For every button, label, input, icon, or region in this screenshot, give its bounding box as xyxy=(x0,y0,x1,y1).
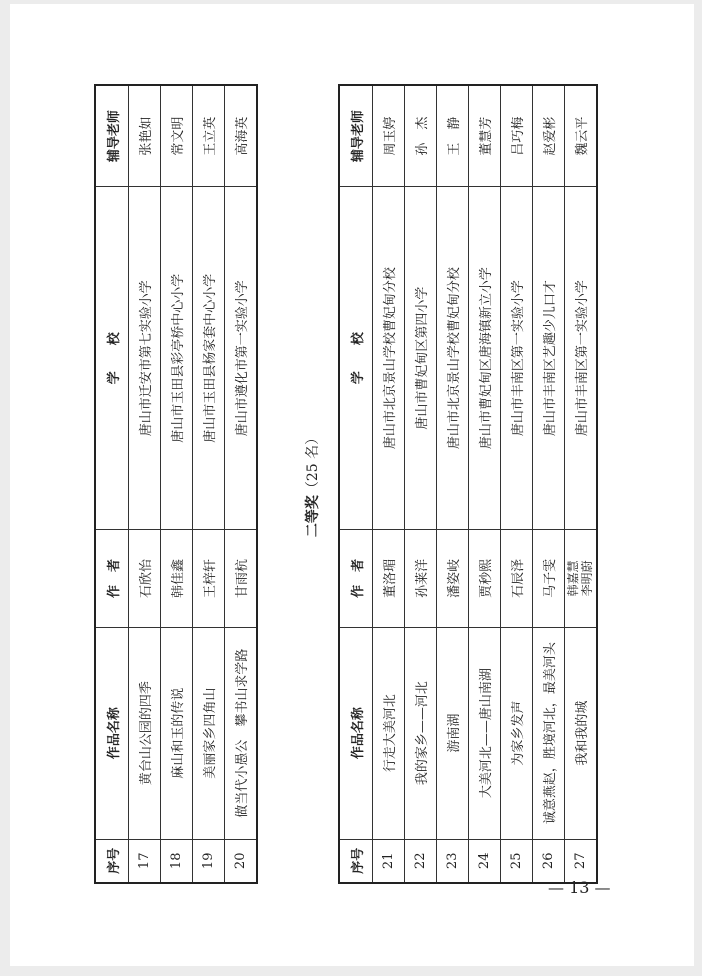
cell-title: 大美河北——唐山南湖 xyxy=(469,627,501,839)
cell-school: 唐山市迁安市第七实验小学 xyxy=(129,187,161,530)
table-row xyxy=(405,85,437,883)
author-name-2: 李明蔚 xyxy=(580,560,595,597)
cell-title: 黄台山公园的四季 xyxy=(129,627,161,839)
cell-author: 贾秒熙 xyxy=(469,530,501,628)
table-row xyxy=(437,85,469,883)
cell-no: 26 xyxy=(533,839,565,883)
cell-no: 25 xyxy=(501,839,533,883)
table-row xyxy=(373,85,405,883)
table-row xyxy=(161,85,193,883)
table-row xyxy=(469,85,501,883)
cell-no: 19 xyxy=(193,839,225,883)
table-row xyxy=(129,85,161,883)
rotated-content xyxy=(94,84,614,884)
header-school: 学 校 xyxy=(339,187,373,530)
header-no: 序号 xyxy=(339,839,373,883)
cell-author: 韩佳鑫 xyxy=(161,530,193,628)
cell-author: 甘雨杭 xyxy=(225,530,257,628)
table-row xyxy=(225,85,257,883)
table-row xyxy=(565,85,597,883)
cell-school: 唐山市曹妃甸区第四小学 xyxy=(405,187,437,530)
cell-title: 游南湖 xyxy=(437,627,469,839)
cell-title: 麻山和玉的传说 xyxy=(161,627,193,839)
cell-no: 17 xyxy=(129,839,161,883)
award-level: 二等奖 xyxy=(305,495,321,538)
cell-teacher: 王 静 xyxy=(437,85,469,187)
cell-no: 23 xyxy=(437,839,469,883)
cell-title: 我和我的城 xyxy=(565,627,597,839)
award-table-second xyxy=(338,84,598,884)
cell-school: 唐山市玉田县彩亭桥中心小学 xyxy=(161,187,193,530)
header-title: 作品名称 xyxy=(95,627,129,839)
table-header-row xyxy=(339,85,373,883)
header-school: 学 校 xyxy=(95,187,129,530)
cell-no: 21 xyxy=(373,839,405,883)
cell-teacher: 吕巧梅 xyxy=(501,85,533,187)
cell-title: 我的家乡——河北 xyxy=(405,627,437,839)
cell-author: 马子雯 xyxy=(533,530,565,628)
cell-school: 唐山市丰南区艺趣少儿口才 xyxy=(533,187,565,530)
cell-no: 18 xyxy=(161,839,193,883)
cell-title: 做当代小愚公 攀书山求学路 xyxy=(225,627,257,839)
cell-teacher: 董慧芳 xyxy=(469,85,501,187)
header-title: 作品名称 xyxy=(339,627,373,839)
header-author: 作 者 xyxy=(339,530,373,628)
cell-teacher: 赵爱彬 xyxy=(533,85,565,187)
cell-school: 唐山市遵化市第一实验小学 xyxy=(225,187,257,530)
header-teacher: 辅导老师 xyxy=(339,85,373,187)
table-row xyxy=(501,85,533,883)
cell-teacher: 张艳如 xyxy=(129,85,161,187)
cell-teacher: 常文明 xyxy=(161,85,193,187)
cell-title: 为家乡发声 xyxy=(501,627,533,839)
cell-title: 美丽家乡四角山 xyxy=(193,627,225,839)
page-number: — 13 — xyxy=(548,878,611,897)
header-author: 作 者 xyxy=(95,530,129,628)
cell-school: 唐山市曹妃甸区唐海镇新立小学 xyxy=(469,187,501,530)
cell-teacher: 高海英 xyxy=(225,85,257,187)
cell-author: 孙莱洋 xyxy=(405,530,437,628)
cell-teacher: 魏云平 xyxy=(565,85,597,187)
cell-title: 诚意燕赵，胜境河北，最美河头 xyxy=(533,627,565,839)
table-row xyxy=(533,85,565,883)
author-name-1: 韩嘉慧 xyxy=(566,560,581,597)
table-header-row xyxy=(95,85,129,883)
cell-school: 唐山市丰南区第一实验小学 xyxy=(501,187,533,530)
cell-teacher: 王立英 xyxy=(193,85,225,187)
cell-no: 20 xyxy=(225,839,257,883)
cell-school: 唐山市玉田县杨家套中心小学 xyxy=(193,187,225,530)
header-teacher: 辅导老师 xyxy=(95,85,129,187)
cell-no: 27 xyxy=(565,839,597,883)
cell-no: 22 xyxy=(405,839,437,883)
cell-school: 唐山市丰南区第一实验小学 xyxy=(565,187,597,530)
document-page xyxy=(10,4,694,966)
cell-school: 唐山市北京景山学校曹妃甸分校 xyxy=(373,187,405,530)
cell-author: 董洛瑂 xyxy=(373,530,405,628)
cell-teacher: 孙 杰 xyxy=(405,85,437,187)
cell-author: 石欣怡 xyxy=(129,530,161,628)
cell-author xyxy=(565,530,597,628)
cell-author: 石辰泽 xyxy=(501,530,533,628)
cell-school: 唐山市北京景山学校曹妃甸分校 xyxy=(437,187,469,530)
header-no: 序号 xyxy=(95,839,129,883)
cell-no: 24 xyxy=(469,839,501,883)
table-row xyxy=(193,85,225,883)
cell-title: 行走大美河北 xyxy=(373,627,405,839)
cell-author: 潘姿岐 xyxy=(437,530,469,628)
award-section-title xyxy=(302,84,322,884)
award-table-first xyxy=(94,84,258,884)
award-count: （25 名） xyxy=(305,430,321,496)
cell-author: 王梓轩 xyxy=(193,530,225,628)
cell-teacher: 周玉婷 xyxy=(373,85,405,187)
